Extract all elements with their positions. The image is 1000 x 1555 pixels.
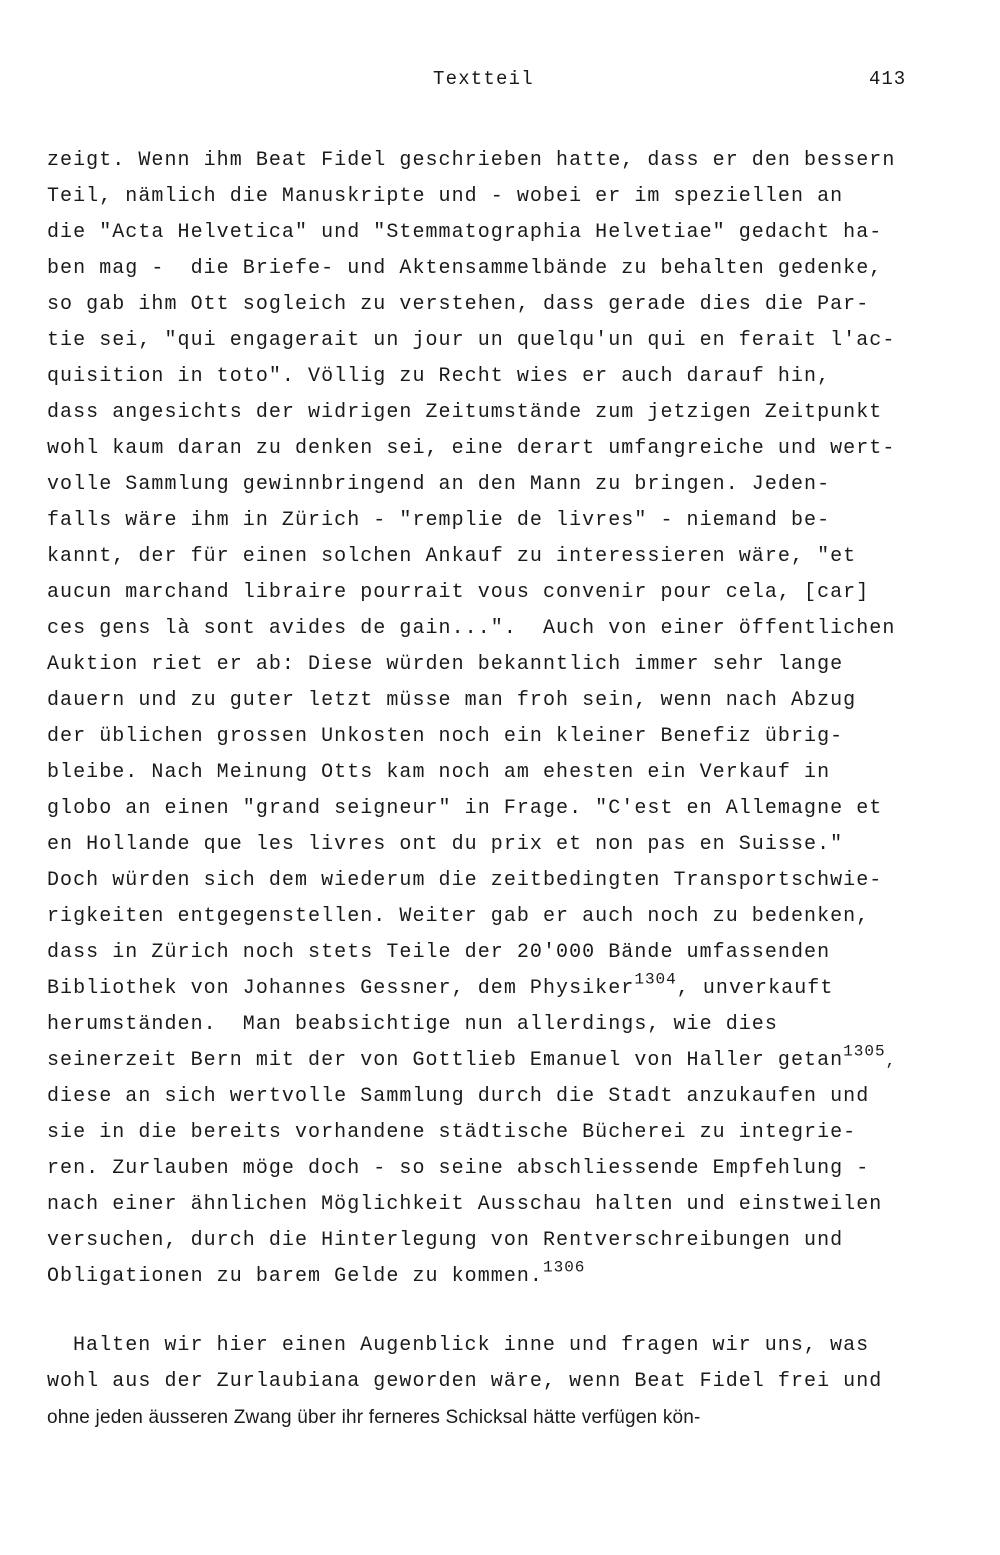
paragraph-2 [47,1330,947,1438]
text-line: diese an sich wertvolle Sammlung durch die Stadt anzukaufen und [47,1085,870,1108]
text-segment: seinerzeit Bern mit der von Gottlieb Emanuel von Haller getan [47,1049,844,1072]
text-segment: Bibliothek von Johannes Gessner, dem Physiker [47,977,635,1000]
page-header [0,68,1000,98]
text-line-with-footnote [47,1042,947,1081]
text-line: volle Sammlung gewinnbringend an den Mann zu bringen. Jeden- [47,473,831,496]
text-segment: , [885,1052,897,1070]
text-line: ren. Zurlauben möge doch - so seine abschliessende Empfehlung - [47,1157,870,1180]
text-line-with-footnote [47,970,947,1009]
footnote-ref-1306: 1306 [542,1258,586,1277]
text-line: Teil, nämlich die Manuskripte und - wobei er im speziellen an [47,185,844,208]
text-line: dass in Zürich noch stets Teile der 20'000 Bände umfassenden [47,941,831,964]
text-line: bleibe. Nach Meinung Otts kam noch am ehesten ein Verkauf in [47,761,831,784]
text-line: dauern und zu guter letzt müsse man froh sein, wenn nach Abzug [47,689,857,712]
text-line: versuchen, durch die Hinterlegung von Rentverschreibungen und [47,1229,844,1252]
footnote-ref-1304: 1304 [634,970,677,989]
text-line: tie sei, "qui engagerait un jour un quelqu'un qui en ferait l'ac- [47,329,896,352]
text-line: zeigt. Wenn ihm Beat Fidel geschrieben hatte, dass er den bessern [47,149,896,172]
text-line: ben mag - die Briefe- und Aktensammelbände zu behalten gedenke, [47,257,883,280]
text-line: aucun marchand libraire pourrait vous convenir pour cela, [car] [47,581,870,604]
text-line: globo an einen "grand seigneur" in Frage. "C'est en Allemagne et [47,797,883,820]
text-line-with-footnote [47,1258,947,1297]
text-line: Auktion riet er ab: Diese würden bekanntlich immer sehr lange [47,653,844,676]
text-line: sie in die bereits vorhandene städtische Bücherei zu integrie- [47,1121,857,1144]
text-line: rigkeiten entgegenstellen. Weiter gab er auch noch zu bedenken, [47,905,870,928]
text-line: ohne jeden äusseren Zwang über ihr ferneres Schicksal hätte verfügen kön- [47,1407,701,1428]
text-line: falls wäre ihm in Zürich - "remplie de livres" - niemand be- [47,509,831,532]
footnote-ref-1305: 1305 [843,1042,886,1061]
text-line: wohl aus der Zurlaubiana geworden wäre, wenn Beat Fidel frei und [47,1370,883,1393]
text-line: en Hollande que les livres ont du prix et non pas en Suisse." [47,833,844,856]
text-line: ces gens là sont avides de gain...". Auch von einer öffentlichen [47,617,896,640]
running-title: Textteil [433,68,534,90]
text-line: Halten wir hier einen Augenblick inne und fragen wir uns, was [73,1334,870,1357]
text-line: so gab ihm Ott sogleich zu verstehen, dass gerade dies die Par- [47,293,870,316]
text-line: der üblichen grossen Unkosten noch ein kleiner Benefiz übrig- [47,725,844,748]
text-segment: , unverkauft [676,977,834,1000]
text-line: dass angesichts der widrigen Zeitumstände zum jetzigen Zeitpunkt [47,401,883,424]
paragraph-1 [47,145,947,1297]
text-line: nach einer ähnlichen Möglichkeit Ausschau halten und einstweilen [47,1193,883,1216]
text-line: Doch würden sich dem wiederum die zeitbedingten Transportschwie- [47,869,883,892]
text-line: quisition in toto". Völlig zu Recht wies er auch darauf hin, [47,365,831,388]
text-segment: Obligationen zu barem Gelde zu kommen. [47,1265,543,1288]
page-number: 413 [869,68,907,90]
body-text [47,145,947,1297]
text-line: kannt, der für einen solchen Ankauf zu interessieren wäre, "et [47,545,857,568]
text-line: die "Acta Helvetica" und "Stemmatographia Helvetiae" gedacht ha- [47,221,883,244]
text-line: wohl kaum daran zu denken sei, eine derart umfangreiche und wert- [47,437,896,460]
text-line: herumständen. Man beabsichtige nun allerdings, wie dies [47,1013,778,1036]
